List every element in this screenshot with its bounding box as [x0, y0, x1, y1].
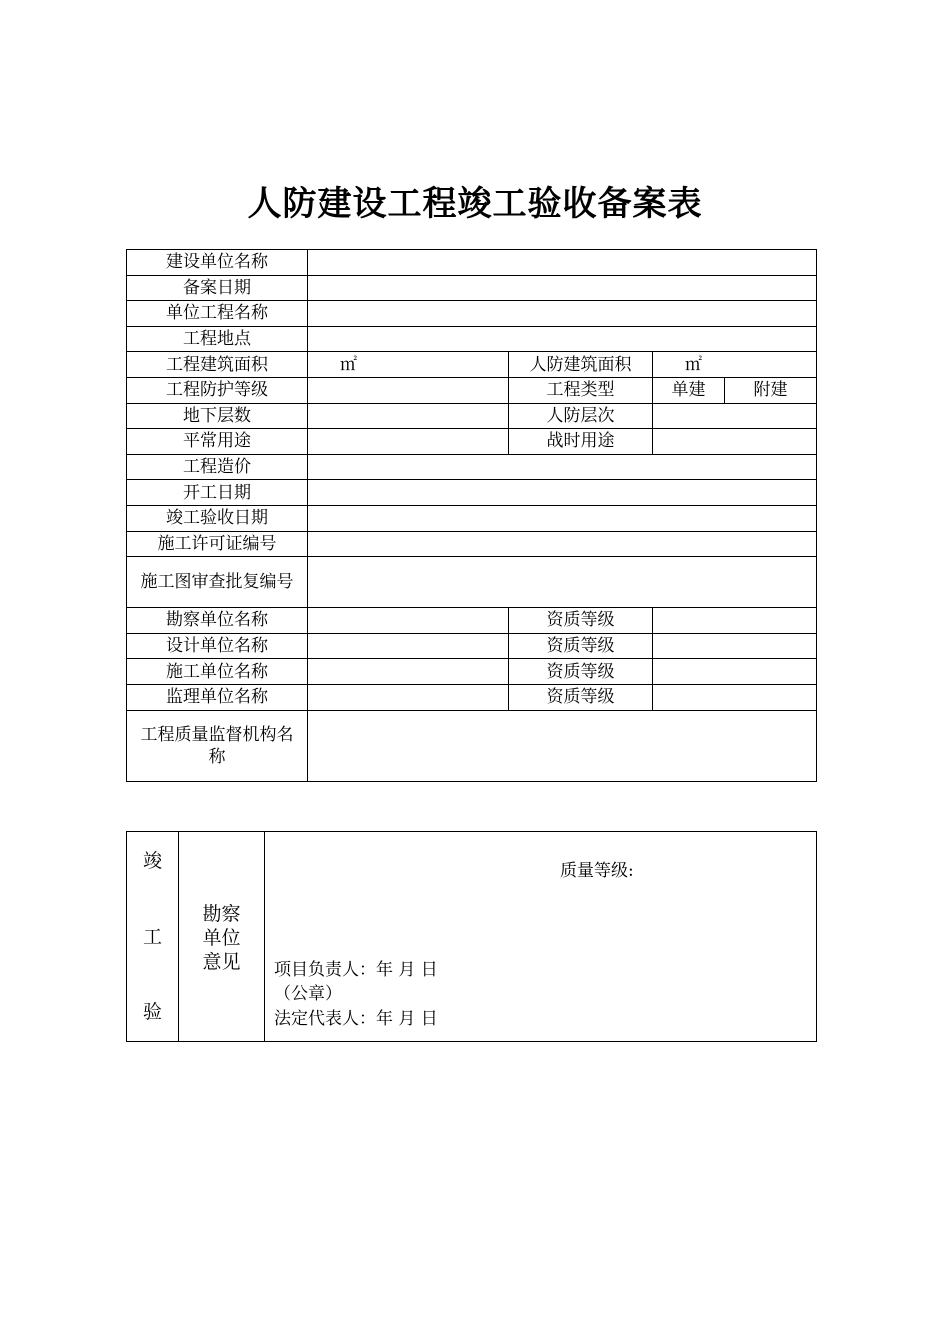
label-qualification-level: 资质等级 [509, 608, 653, 634]
field-design-qualification[interactable] [653, 633, 817, 659]
vertical-char: 竣 [142, 850, 162, 872]
legal-representative-signature: 法定代表人：年 月 日 [274, 1009, 438, 1029]
label-construction-unit: 施工单位名称 [127, 659, 308, 685]
label-qualification-level: 资质等级 [509, 659, 653, 685]
label-wartime-use: 战时用途 [509, 429, 653, 455]
field-construction-qualification[interactable] [653, 659, 817, 685]
label-completion-date: 竣工验收日期 [127, 505, 308, 531]
field-peacetime-use[interactable] [308, 429, 509, 455]
label-supervision-unit: 监理单位名称 [127, 684, 308, 710]
field-construction-unit[interactable] [308, 659, 509, 685]
field-supervision-unit[interactable] [308, 684, 509, 710]
label-peacetime-use: 平常用途 [127, 429, 308, 455]
label-build-unit-name: 建设单位名称 [127, 250, 308, 276]
project-leader-signature: 项目负责人：年 月 日 [274, 960, 438, 980]
field-permit-no[interactable] [308, 531, 817, 557]
option-attached[interactable]: 附建 [725, 377, 817, 403]
field-unit-project-name[interactable] [308, 301, 817, 327]
field-build-unit-name[interactable] [308, 250, 817, 276]
area-unit: ㎡ [340, 354, 357, 375]
field-survey-qualification[interactable] [653, 608, 817, 634]
label-protection-level: 工程防护等级 [127, 377, 308, 403]
label-unit-project-name: 单位工程名称 [127, 301, 308, 327]
field-protection-level[interactable] [308, 377, 509, 403]
field-design-unit[interactable] [308, 633, 509, 659]
field-project-location[interactable] [308, 326, 817, 352]
survey-opinion-label-cell [179, 832, 265, 1042]
record-info-table [126, 249, 817, 782]
field-wartime-use[interactable] [653, 429, 817, 455]
page-title: 人防建设工程竣工验收备案表 [247, 184, 703, 224]
vertical-char: 验 [142, 1001, 162, 1023]
official-seal-label: （公章） [274, 984, 342, 1004]
label-qualification-level: 资质等级 [509, 633, 653, 659]
label-qualification-level: 资质等级 [509, 684, 653, 710]
field-project-cost[interactable] [308, 454, 817, 480]
label-design-unit: 设计单位名称 [127, 633, 308, 659]
vertical-char: 工 [142, 926, 162, 948]
label-project-type: 工程类型 [509, 377, 653, 403]
acceptance-table [126, 831, 817, 1042]
label-project-cost: 工程造价 [127, 454, 308, 480]
field-start-date[interactable] [308, 480, 817, 506]
label-building-area: 工程建筑面积 [127, 352, 308, 378]
label-underground-floors: 地下层数 [127, 403, 308, 429]
field-survey-unit[interactable] [308, 608, 509, 634]
field-underground-floors[interactable] [308, 403, 509, 429]
field-building-area[interactable] [308, 352, 509, 378]
field-civil-defense-floor[interactable] [653, 403, 817, 429]
quality-grade-label: 质量等级: [560, 861, 634, 881]
vertical-label-cell [127, 832, 179, 1042]
label-permit-no: 施工许可证编号 [127, 531, 308, 557]
label-start-date: 开工日期 [127, 480, 308, 506]
survey-opinion-label: 勘察单位意见 [202, 903, 241, 973]
field-supervision-qualification[interactable] [653, 684, 817, 710]
area-unit: ㎡ [685, 354, 702, 375]
field-drawing-review-no[interactable] [308, 557, 817, 608]
label-drawing-review-no: 施工图审查批复编号 [127, 557, 308, 608]
label-record-date: 备案日期 [127, 275, 308, 301]
label-quality-supervision: 工程质量监督机构名称 [127, 710, 308, 781]
label-civil-defense-area: 人防建筑面积 [509, 352, 653, 378]
label-civil-defense-floor: 人防层次 [509, 403, 653, 429]
field-completion-date[interactable] [308, 505, 817, 531]
field-quality-supervision[interactable] [308, 710, 817, 781]
field-record-date[interactable] [308, 275, 817, 301]
field-civil-defense-area[interactable] [653, 352, 817, 378]
label-project-location: 工程地点 [127, 326, 308, 352]
label-survey-unit: 勘察单位名称 [127, 608, 308, 634]
option-standalone[interactable]: 单建 [653, 377, 725, 403]
